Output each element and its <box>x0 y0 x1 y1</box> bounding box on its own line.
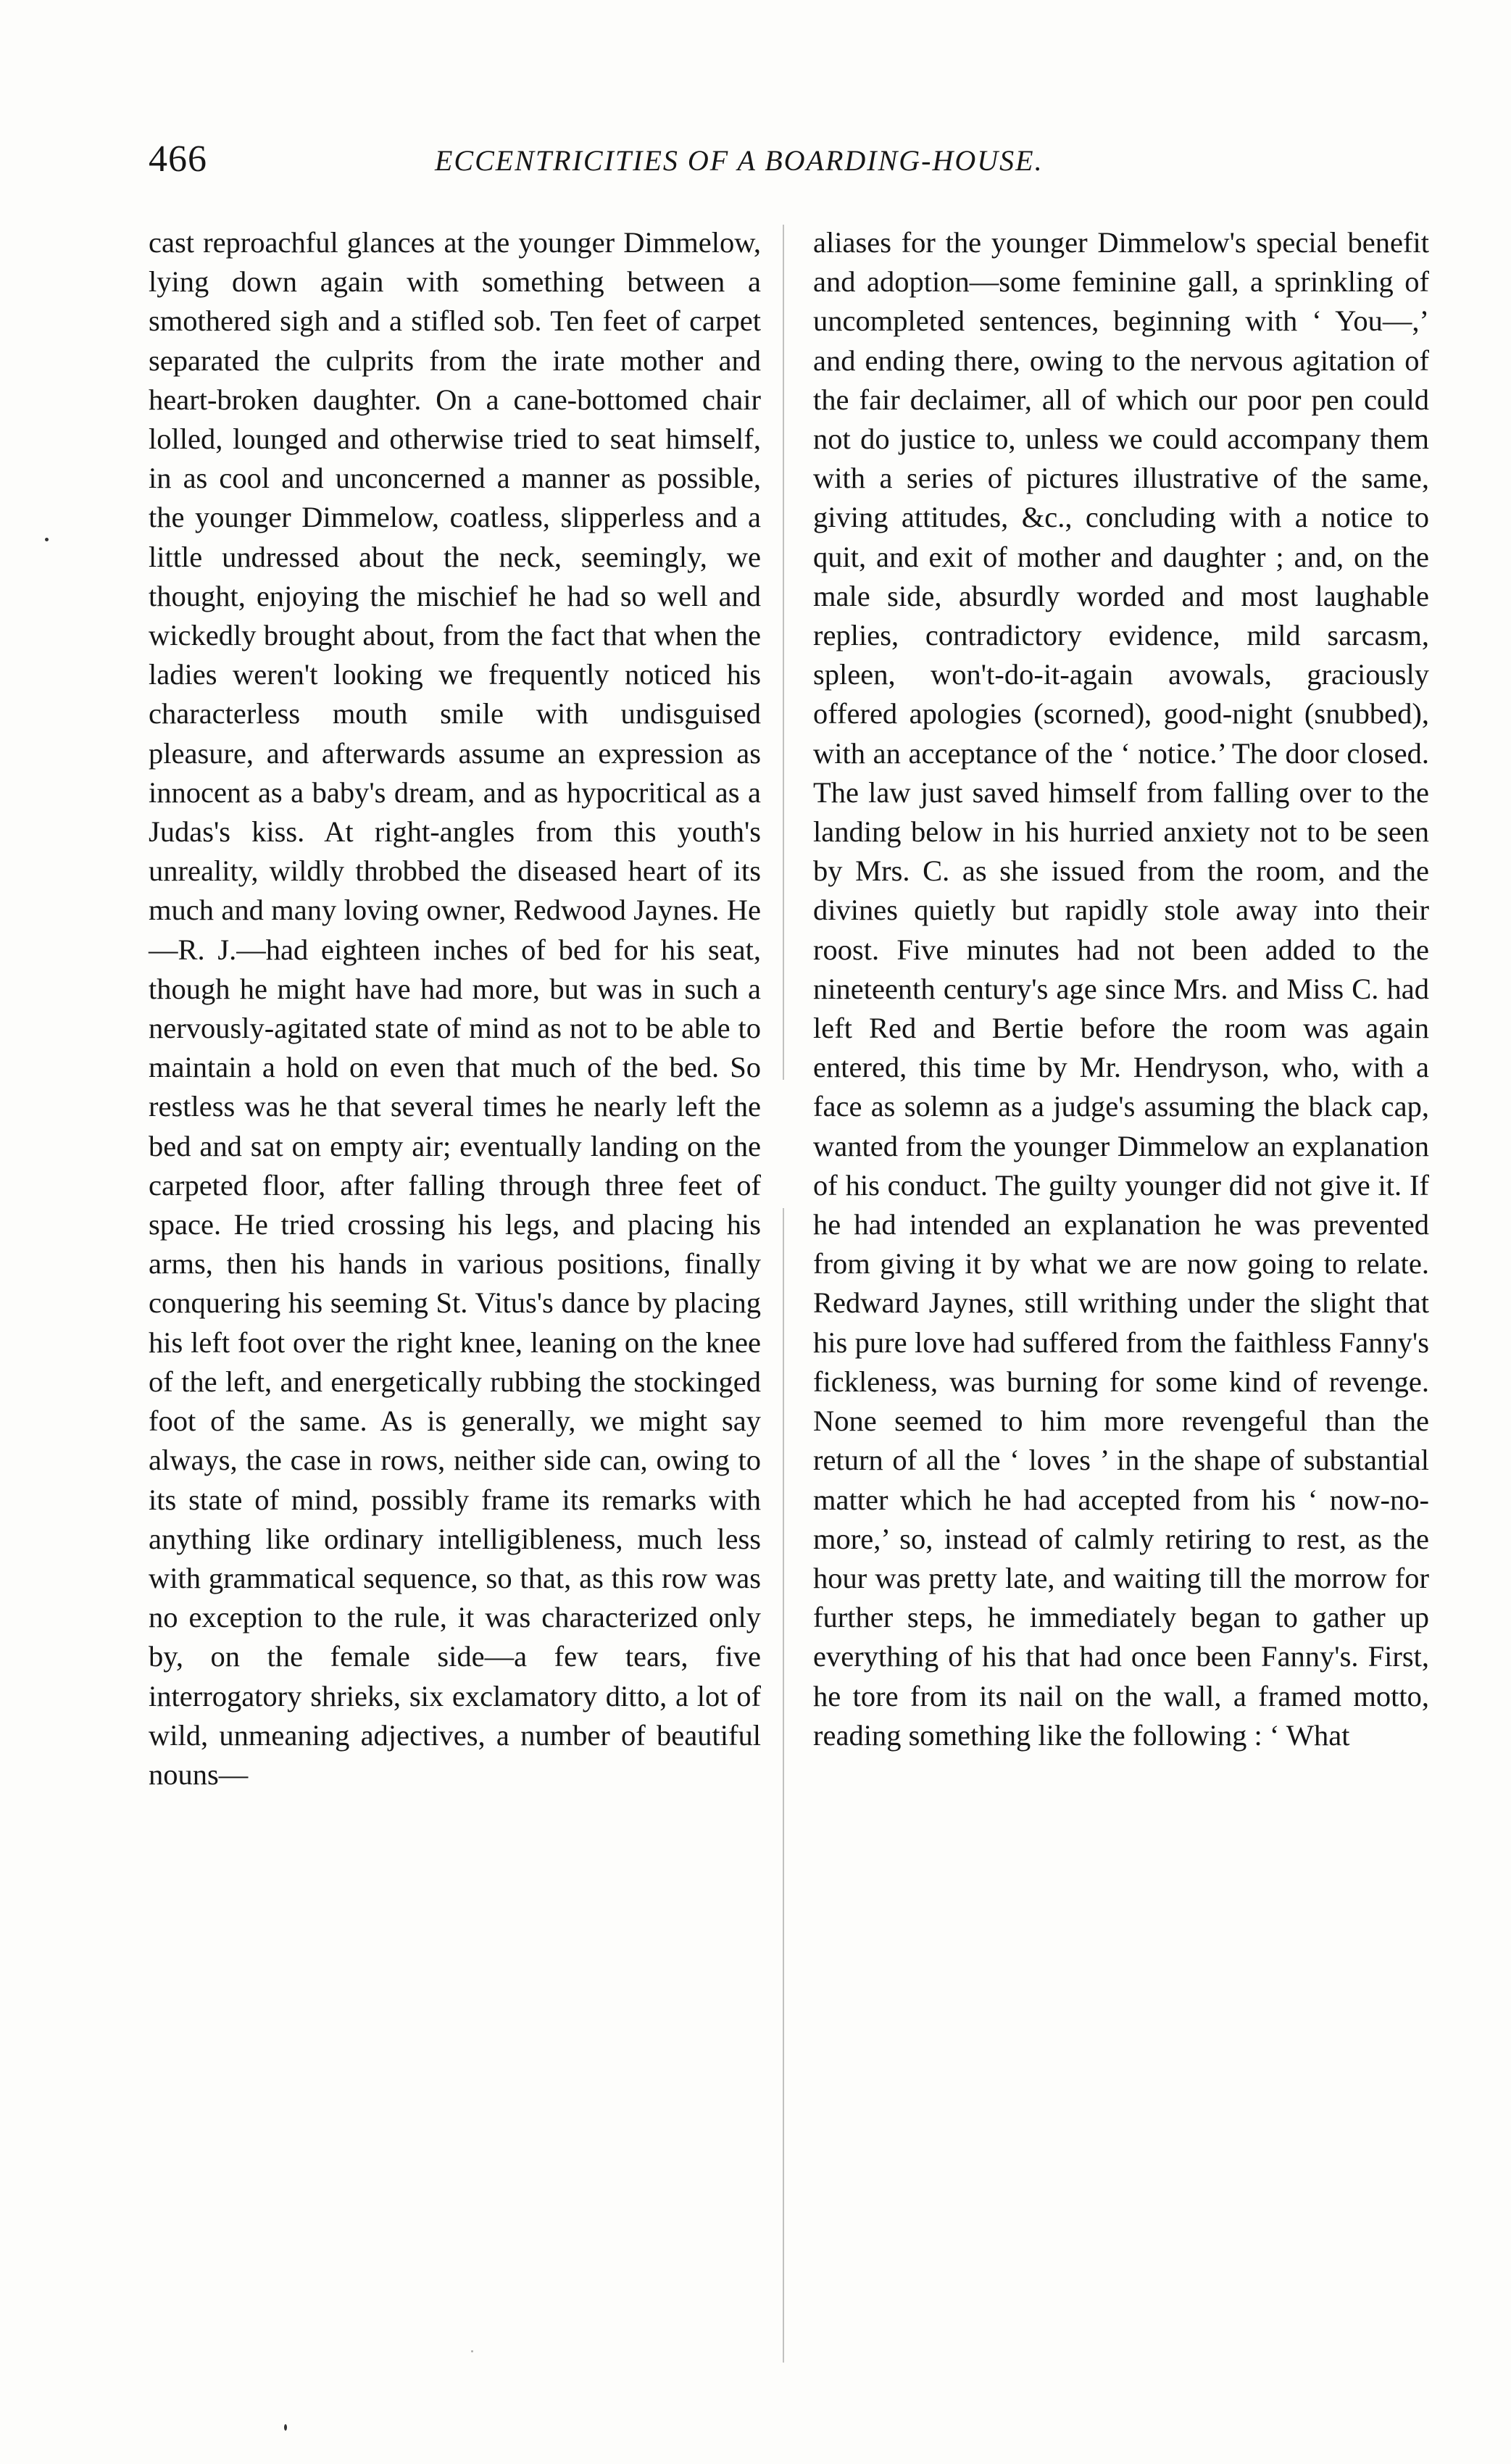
print-speck <box>284 2424 287 2431</box>
page-number: 466 <box>149 138 207 180</box>
running-title: ECCENTRICITIES OF A BOARDING-HOUSE. <box>435 144 1044 177</box>
print-speck <box>45 538 49 541</box>
running-head <box>149 138 1424 196</box>
print-speck <box>471 2350 473 2352</box>
left-column-text: cast reproachful glances at the younger Dimmelow, lying down again with something between a smothered sigh and a stifled sob. Ten feet of carpet separated the culprits from the irate mother and heart-broken daughter. On a cane-bottomed chair lolled, lounged and otherwise tried to seat himself, in as cool and unconcerned a manner as possible, the younger Dimmelow, coatless, slipperless and a little undressed about the neck, seemingly, we thought, enjoying the mischief he had so well and wickedly brought about, from the fact that when the ladies weren't looking we frequently noticed his characterless mouth smile with undisguised pleasure, and afterwards assume an expression as innocent as a baby's dream, and as hypocritical as a Judas's kiss. At right-angles from this youth's unreality, wildly throbbed the diseased heart of its much and many loving owner, Redwood Jaynes. He—R. J.—had eighteen inches of bed for his seat, though he might have had more, but was in such a nervously-agitated state of mind as not to be able to maintain a hold on even that much of the bed. So restless was he that several times he nearly left the bed and sat on empty air; eventually landing on the carpeted floor, after falling through three feet of space. He tried crossing his legs, and placing his arms, then his hands in various positions, finally conquering his seeming St. Vitus's dance by placing his left foot over the right knee, leaning on the knee of the left, and energetically rubbing the stockinged foot of the same. As is generally, we might say always, the case in rows, neither side can, owing to its state of mind, possibly frame its remarks with anything like ordinary intelligibleness, much less with grammatical sequence, so that, as this row was no exception to the rule, it was characterized only by, on the female side—a few tears, five interrogatory shrieks, six exclamatory ditto, a lot of wild, unmeaning adjectives, a number of beautiful nouns— <box>149 226 761 1791</box>
right-column-text: aliases for the younger Dimmelow's special benefit and adoption—some feminine gall, a sprinkling of uncompleted sentences, beginning with ‘ You—,’ and ending there, owing to the nervous agitation of the fair declaimer, all of which our poor pen could not do justice to, unless we could accompany them with a series of pictures illustrative of the same, giving attitudes, &c., concluding with a notice to quit, and exit of mother and daughter ; and, on the male side, absurdly worded and most laughable replies, contradictory evidence, mild sarcasm, spleen, won't-do-it-again avowals, graciously offered apologies (scorned), good-night (snubbed), with an acceptance of the ‘ notice.’ The door closed. The law just saved himself from falling over to the landing below in his hurried anxiety not to be seen by Mrs. C. as she issued from the room, and the divines quietly but rapidly stole away into their roost. Five minutes had not been added to the nineteenth century's age since Mrs. and Miss C. had left Red and Bertie before the room was again entered, this time by Mr. Hendryson, who, with a face as solemn as a judge's assuming the black cap, wanted from the younger Dimmelow an explanation of his conduct. The guilty younger did not give it. If he had intended an explanation he was prevented from giving it by what we are now going to relate. Redward Jaynes, still writhing under the slight that his pure love had suffered from the faithless Fanny's fickleness, was burning for some kind of revenge. None seemed to him more revengeful than the return of all the ‘ loves ’ in the shape of substantial matter which he had accepted from his ‘ now-no-more,’ so, instead of calmly retiring to rest, as the hour was pretty late, and waiting till the morrow for further steps, he immediately began to gather up everything of his that had once been Fanny's. First, he tore from its nail on the wall, a framed motto, reading something like the following : ‘ What <box>813 226 1429 1752</box>
column-divider <box>783 225 784 2363</box>
right-column <box>813 223 1429 1755</box>
left-column <box>149 223 761 1794</box>
